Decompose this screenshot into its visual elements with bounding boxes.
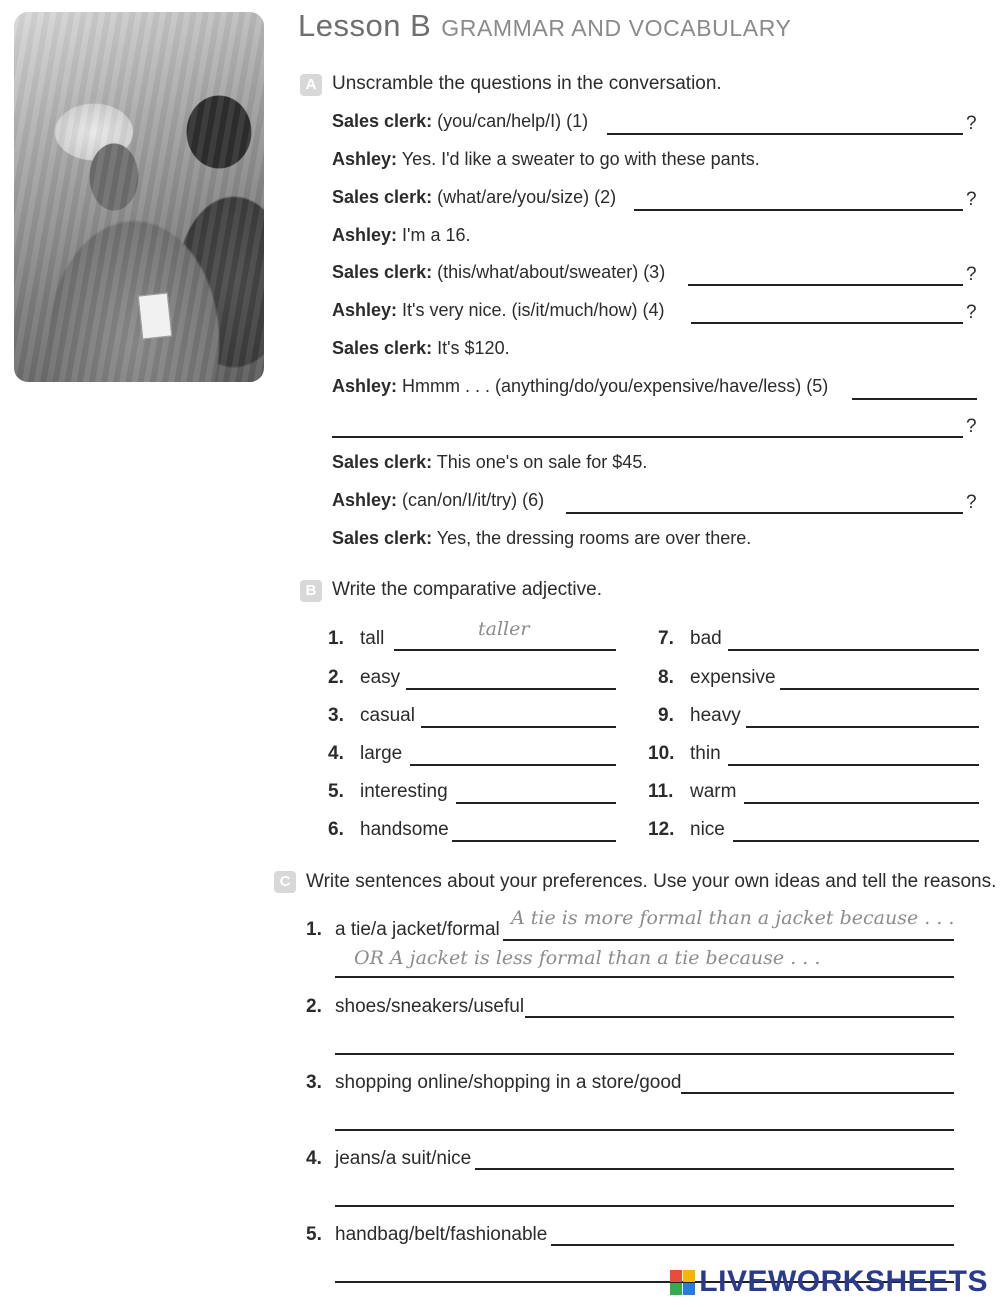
- dialogue-text: (you/can/help/I) (1): [437, 111, 589, 131]
- dialogue-text: It's $120.: [437, 338, 510, 358]
- answer-blank[interactable]: [634, 209, 963, 211]
- section-b-badge: B: [300, 580, 322, 602]
- item-number: 3.: [306, 1072, 322, 1093]
- item-number: 4.: [328, 743, 344, 764]
- item-number: 3.: [328, 705, 344, 726]
- dialogue-text: Hmmm . . . (anything/do/you/expensive/have/less) (5): [402, 376, 829, 396]
- item-number: 4.: [306, 1148, 322, 1169]
- handwritten-answer: OR A jacket is less formal than a tie because . . .: [354, 947, 821, 969]
- adjective-word: interesting: [360, 781, 448, 802]
- answer-blank[interactable]: [456, 802, 616, 804]
- section-b-instruction: Write the comparative adjective.: [332, 579, 602, 600]
- answer-blank[interactable]: [607, 133, 963, 135]
- speaker-name: Sales clerk:: [332, 111, 433, 131]
- question-mark: ?: [966, 492, 977, 513]
- section-c-instruction: Write sentences about your preferences. Use your own ideas and tell the reasons.: [306, 871, 997, 892]
- speaker-name: Ashley:: [332, 376, 398, 396]
- speaker-name: Sales clerk:: [332, 528, 433, 548]
- dialogue-line: [332, 376, 828, 397]
- answer-blank[interactable]: [394, 649, 616, 651]
- lesson-header: [298, 8, 791, 44]
- speaker-name: Ashley:: [332, 300, 398, 320]
- answer-blank[interactable]: [728, 649, 979, 651]
- answer-blank[interactable]: [780, 688, 979, 690]
- question-mark: ?: [966, 302, 977, 323]
- answer-blank[interactable]: [475, 1168, 954, 1170]
- dialogue-line: [332, 528, 751, 549]
- item-number: 5.: [306, 1224, 322, 1245]
- dialogue-text: (what/are/you/size) (2): [437, 187, 617, 207]
- section-a-badge: A: [300, 74, 322, 96]
- dialogue-line: [332, 262, 665, 283]
- answer-blank[interactable]: [335, 976, 954, 978]
- answer-blank[interactable]: [406, 688, 616, 690]
- dialogue-text: It's very nice. (is/it/much/how) (4): [402, 300, 665, 320]
- answer-blank[interactable]: [852, 398, 977, 400]
- item-number: 1.: [306, 919, 322, 940]
- answer-blank[interactable]: [551, 1244, 954, 1246]
- lesson-title: Lesson B: [298, 8, 432, 43]
- answer-blank[interactable]: [691, 322, 963, 324]
- adjective-word: bad: [690, 628, 722, 649]
- answer-blank[interactable]: [733, 840, 979, 842]
- preference-prompt: jeans/a suit/nice: [335, 1148, 472, 1169]
- item-number: 8.: [658, 667, 674, 688]
- adjective-word: heavy: [690, 705, 741, 726]
- dialogue-line: [332, 111, 588, 132]
- answer-blank[interactable]: [566, 512, 963, 514]
- dialogue-text: Yes. I'd like a sweater to go with these pants.: [401, 149, 760, 169]
- handwritten-answer: A tie is more formal than a jacket because . . .: [511, 907, 955, 929]
- dialogue-line: [332, 149, 760, 170]
- item-number: 1.: [328, 628, 344, 649]
- liveworksheets-logo: [670, 1265, 988, 1299]
- speaker-name: Ashley:: [332, 149, 398, 169]
- dialogue-line: [332, 490, 544, 511]
- adjective-word: nice: [690, 819, 725, 840]
- speaker-name: Sales clerk:: [332, 262, 433, 282]
- answer-blank[interactable]: [503, 939, 954, 941]
- item-number: 10.: [648, 743, 675, 764]
- item-number: 2.: [306, 996, 322, 1017]
- preference-prompt: a tie/a jacket/formal: [335, 919, 500, 940]
- dialogue-text: This one's on sale for $45.: [436, 452, 648, 472]
- speaker-name: Ashley:: [332, 225, 398, 245]
- question-mark: ?: [966, 189, 977, 210]
- section-c-badge: C: [274, 871, 296, 893]
- brand-name: LIVEWORKSHEETS: [699, 1265, 988, 1298]
- price-tag: [138, 293, 172, 340]
- section-a-instruction: Unscramble the questions in the conversation.: [332, 73, 722, 94]
- item-number: 7.: [658, 628, 674, 649]
- dialogue-line: [332, 300, 665, 321]
- adjective-word: tall: [360, 628, 385, 649]
- item-number: 11.: [648, 781, 674, 802]
- photo-shoppers: [14, 12, 264, 382]
- item-number: 12.: [648, 819, 675, 840]
- answer-blank[interactable]: [728, 764, 979, 766]
- answer-blank[interactable]: [744, 802, 979, 804]
- item-number: 2.: [328, 667, 344, 688]
- answer-blank[interactable]: [746, 726, 979, 728]
- item-number: 6.: [328, 819, 344, 840]
- answer-blank[interactable]: [525, 1016, 954, 1018]
- preference-prompt: shoes/sneakers/useful: [335, 996, 525, 1017]
- lesson-subtitle: GRAMMAR AND VOCABULARY: [441, 15, 792, 41]
- answer-blank[interactable]: [688, 284, 963, 286]
- item-number: 9.: [658, 705, 674, 726]
- question-mark: ?: [966, 113, 977, 134]
- adjective-word: large: [360, 743, 403, 764]
- question-mark: ?: [966, 416, 977, 437]
- answer-blank[interactable]: [452, 840, 616, 842]
- dialogue-line: [332, 187, 616, 208]
- dialogue-text: Yes, the dressing rooms are over there.: [436, 528, 752, 548]
- answer-blank[interactable]: [681, 1092, 954, 1094]
- adjective-word: warm: [690, 781, 737, 802]
- adjective-word: easy: [360, 667, 401, 688]
- answer-blank[interactable]: [421, 726, 616, 728]
- dialogue-text: I'm a 16.: [402, 225, 471, 245]
- answer-blank[interactable]: [335, 1205, 954, 1207]
- preference-prompt: shopping online/shopping in a store/good: [335, 1072, 682, 1093]
- liveworksheets-logo-icon: [670, 1270, 695, 1295]
- answer-blank[interactable]: [335, 1053, 954, 1055]
- answer-blank[interactable]: [332, 436, 963, 438]
- adjective-word: casual: [360, 705, 415, 726]
- dialogue-line: [332, 338, 510, 359]
- item-number: 5.: [328, 781, 344, 802]
- answer-blank[interactable]: [410, 764, 616, 766]
- adjective-word: expensive: [690, 667, 776, 688]
- handwritten-answer: taller: [478, 618, 530, 640]
- speaker-name: Sales clerk:: [332, 338, 433, 358]
- speaker-name: Sales clerk:: [332, 452, 433, 472]
- answer-blank[interactable]: [335, 1129, 954, 1131]
- speaker-name: Sales clerk:: [332, 187, 433, 207]
- speaker-name: Ashley:: [332, 490, 398, 510]
- question-mark: ?: [966, 264, 977, 285]
- preference-prompt: handbag/belt/fashionable: [335, 1224, 548, 1245]
- dialogue-text: (this/what/about/sweater) (3): [437, 262, 666, 282]
- adjective-word: thin: [690, 743, 721, 764]
- dialogue-line: [332, 452, 647, 473]
- dialogue-line: [332, 225, 471, 246]
- dialogue-text: (can/on/I/it/try) (6): [402, 490, 545, 510]
- adjective-word: handsome: [360, 819, 449, 840]
